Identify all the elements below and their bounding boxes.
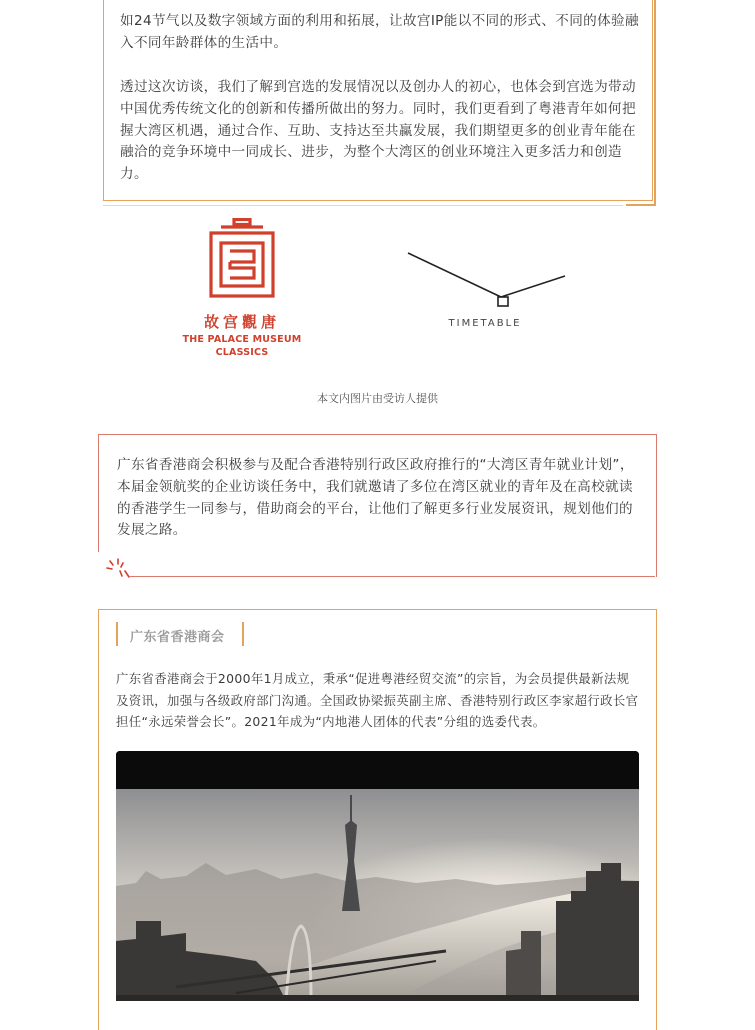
skyline-illustration — [116, 751, 639, 1001]
chamber-intro-paragraph: 广东省香港商会于2000年1月成立，秉承“促进粤港经贸交流”的宗旨，为会员提供最新法规及资讯，加强与各级政府部门沟通。全国政协梁振英副主席、香港特别行政区李家超行政长官担任“永远荣誉会长”。2021年成为“内地港人团体的代表”分组的选委代表。 — [116, 671, 639, 729]
program-note-bottom-border — [130, 576, 655, 577]
timetable-logo-text: TIMETABLE — [448, 318, 522, 329]
timetable-logo — [405, 245, 570, 315]
section-title: 广东省香港商会 — [130, 630, 225, 645]
image-credit-caption: 本文内图片由受访人提供 — [317, 392, 438, 405]
interview-paragraph-summary: 透过这次访谈，我们了解到宫选的发展情况以及创办人的初心，也体会到宫选为带动中国优秀传统文化的创新和传播所做出的努力。同时，我们更看到了粤港青年如何把握大湾区机遇，通过合作、互助、支持达至共赢发展，我们期望更多的创业青年能在融洽的竞争环境中一同成长、进步，为整个大湾区的创业环境注入更多活力和创造力。 — [120, 79, 636, 183]
palace-logo-english-line1: THE PALACE MUSEUM — [182, 334, 302, 345]
program-note-paragraph: 广东省香港商会积极参与及配合香港特别行政区政府推行的“大湾区青年就业计划”，本届金领航奖的企业访谈任务中，我们就邀请了多位在湾区就业的青年及在高校就读的香港学生一同参与，借助商会的平台，让他们了解更多行业发展资讯，规划他们的发展之路。 — [117, 457, 634, 539]
palace-logo-chinese: 故宫觀唐 — [203, 313, 280, 331]
palace-logo-english-line2: CLASSICS — [215, 347, 269, 358]
guangzhou-skyline-photo — [116, 751, 639, 1001]
interview-paragraph-continued: 如24节气以及数字领域方面的利用和拓展，让故宫IP能以不同的形式、不同的体验融入不同年龄群体的生活中。 — [120, 13, 639, 51]
box-divider — [103, 205, 623, 206]
box-shadow-bottom — [626, 204, 656, 206]
burst-decoration-icon — [104, 556, 132, 580]
border-gap — [97, 552, 100, 578]
box-shadow-right — [654, 0, 656, 205]
